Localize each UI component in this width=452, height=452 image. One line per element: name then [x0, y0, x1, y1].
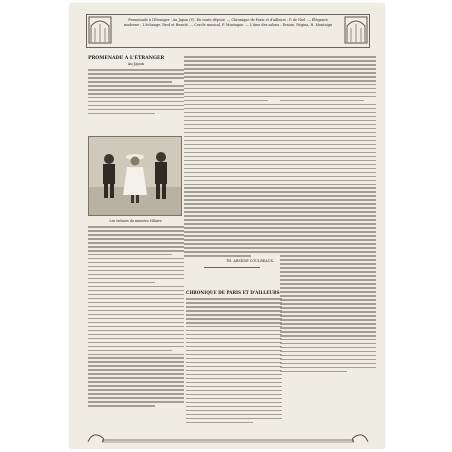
column-2-chronique [186, 290, 282, 426]
article-text-block-2 [88, 226, 184, 407]
photo-children [88, 136, 182, 216]
left-arch-ornament [88, 16, 112, 44]
article-title: PROMENADE A L'ÉTRANGER [88, 56, 165, 61]
column-3 [280, 56, 376, 375]
article-text-block-4 [186, 298, 282, 423]
column-2 [184, 56, 280, 272]
column-1 [88, 56, 184, 117]
footer-ornament [86, 428, 370, 444]
column-1-lower [88, 226, 184, 409]
article-text-block-3 [184, 56, 280, 257]
article-signature: TH. ARSÈNE COULBEAUX. [226, 259, 274, 264]
header-contents: Promenade à l'Étranger : Au Japon (V). En route déposé. — Chronique de Paris et d'ailleurs : P. de Niel. — Élégance moderne : L'échange, Fard et Beauté. — Cercle musical, P. Montagne. — L'âme des salons : Ernoin, Régina, H. Montaigu [123, 18, 333, 27]
header-banner [86, 14, 370, 48]
article-text-block-1 [88, 69, 184, 114]
article-subtitle: Au Japon [127, 62, 145, 66]
section-divider [204, 267, 260, 268]
photo-illustration [89, 137, 181, 215]
right-arch-ornament [344, 16, 368, 44]
article-text-block-5 [280, 56, 376, 372]
chronique-title: CHRONIQUE DE PARIS ET D'AILLEURS [186, 290, 280, 295]
photo-caption: Les enfants du ministre Hilaire. [109, 219, 163, 223]
